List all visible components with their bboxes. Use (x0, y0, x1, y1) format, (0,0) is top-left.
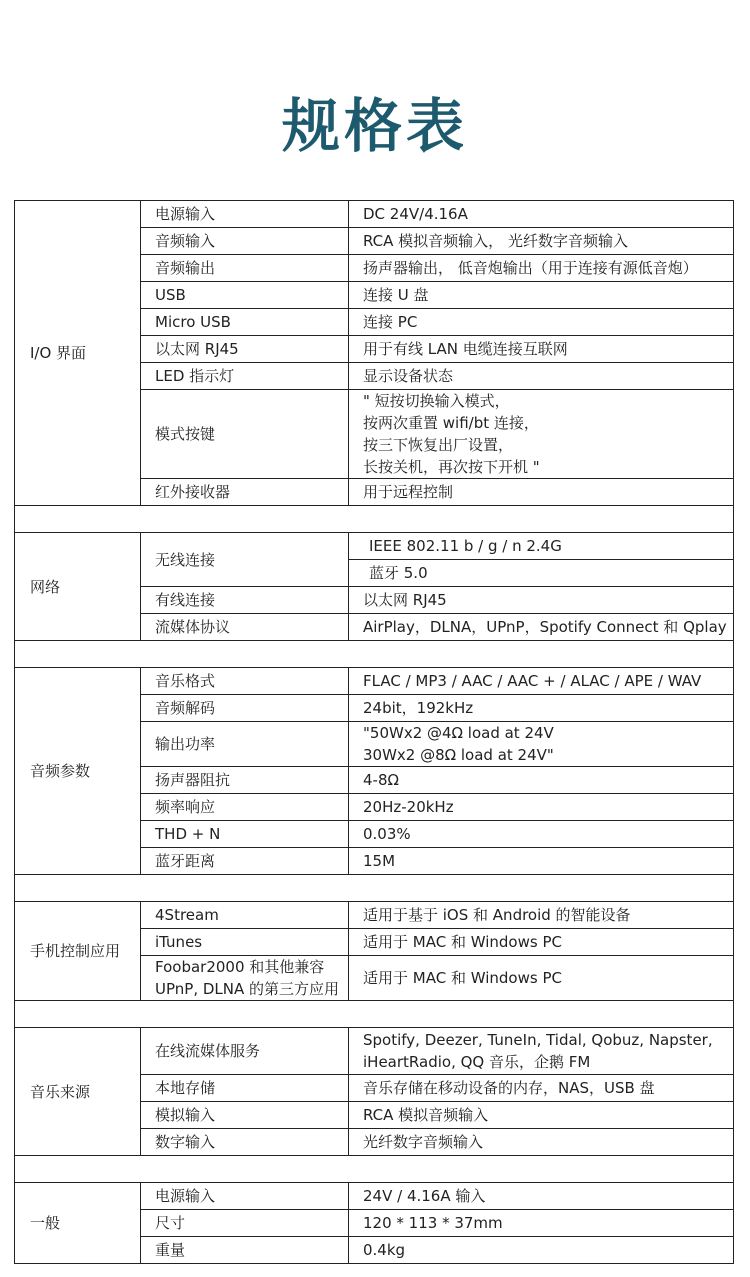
value-cell: 0.4kg (349, 1237, 734, 1264)
value-line: 按两次重置 wifi/bt 连接， (363, 414, 539, 432)
spacer-cell (15, 1156, 734, 1183)
table-row (15, 1183, 734, 1210)
category-cell: 音频参数 (15, 668, 141, 875)
category-cell: 一般 (15, 1183, 141, 1264)
value-line: 30Wx2 @8Ω load at 24V" (363, 746, 554, 764)
value-cell (349, 390, 734, 479)
item-cell: 红外接收器 (141, 479, 349, 506)
item-cell: 电源输入 (141, 1183, 349, 1210)
item-cell: 扬声器阻抗 (141, 767, 349, 794)
item-cell: 输出功率 (141, 722, 349, 767)
section-spacer (15, 1156, 734, 1183)
section-spacer (15, 875, 734, 902)
value-cell: 用于有线 LAN 电缆连接互联网 (349, 336, 734, 363)
spacer-cell (15, 641, 734, 668)
value-line: Spotify, Deezer, TuneIn, Tidal, Qobuz, Napster, (363, 1031, 713, 1049)
section-spacer (15, 1001, 734, 1028)
item-cell: 蓝牙距离 (141, 848, 349, 875)
item-line: Foobar2000 和其他兼容 (155, 958, 325, 976)
value-cell: 适用于 MAC 和 Windows PC (349, 956, 734, 1001)
item-cell: 尺寸 (141, 1210, 349, 1237)
value-cell: RCA 模拟音频输入 (349, 1102, 734, 1129)
value-line: "50Wx2 @4Ω load at 24V (363, 724, 554, 742)
value-cell: 15M (349, 848, 734, 875)
category-cell: I/O 界面 (15, 201, 141, 506)
item-cell (141, 956, 349, 1001)
item-cell: 模拟输入 (141, 1102, 349, 1129)
item-line: UPnP, DLNA 的第三方应用 (155, 980, 340, 998)
item-cell: THD + N (141, 821, 349, 848)
item-cell: iTunes (141, 929, 349, 956)
category-cell: 手机控制应用 (15, 902, 141, 1001)
value-cell: 24bit，192kHz (349, 695, 734, 722)
value-cell: 连接 PC (349, 309, 734, 336)
value-cell: 光纤数字音频输入 (349, 1129, 734, 1156)
category-cell: 音乐来源 (15, 1028, 141, 1156)
value-cell: 20Hz-20kHz (349, 794, 734, 821)
item-cell: 音频输入 (141, 228, 349, 255)
value-cell: 显示设备状态 (349, 363, 734, 390)
value-cell: 用于远程控制 (349, 479, 734, 506)
table-row (15, 201, 734, 228)
table-row (15, 1028, 734, 1075)
item-cell: 音频解码 (141, 695, 349, 722)
table-row (15, 902, 734, 929)
spec-table (14, 200, 734, 1264)
value-line: 按三下恢复出厂设置， (363, 436, 514, 454)
value-cell (349, 722, 734, 767)
value-cell: RCA 模拟音频输入， 光纤数字音频输入 (349, 228, 734, 255)
section-spacer (15, 506, 734, 533)
value-cell: 扬声器输出， 低音炮输出（用于连接有源低音炮） (349, 255, 734, 282)
value-cell: 连接 U 盘 (349, 282, 734, 309)
table-row (15, 668, 734, 695)
item-cell: 无线连接 (141, 533, 349, 587)
item-cell: 流媒体协议 (141, 614, 349, 641)
item-cell: 以太网 RJ45 (141, 336, 349, 363)
item-cell: Micro USB (141, 309, 349, 336)
value-cell (349, 1028, 734, 1075)
item-cell: 音频输出 (141, 255, 349, 282)
spacer-cell (15, 875, 734, 902)
value-cell: IEEE 802.11 b / g / n 2.4G (349, 533, 734, 560)
value-cell: 120 * 113 * 37mm (349, 1210, 734, 1237)
item-cell: USB (141, 282, 349, 309)
value-line: iHeartRadio, QQ 音乐，企鹅 FM (363, 1053, 591, 1071)
value-cell: 蓝牙 5.0 (349, 560, 734, 587)
value-cell: 音乐存储在移动设备的内存，NAS，USB 盘 (349, 1075, 734, 1102)
item-cell: 4Stream (141, 902, 349, 929)
item-cell: 模式按键 (141, 390, 349, 479)
value-cell: AirPlay，DLNA，UPnP，Spotify Connect 和 Qplay (349, 614, 734, 641)
item-cell: 在线流媒体服务 (141, 1028, 349, 1075)
item-cell: 重量 (141, 1237, 349, 1264)
page-title: 规格表 (281, 92, 468, 160)
item-cell: 音乐格式 (141, 668, 349, 695)
value-line: 长按关机，再次按下开机 " (363, 458, 540, 476)
value-cell: 以太网 RJ45 (349, 587, 734, 614)
table-row (15, 533, 734, 560)
spacer-cell (15, 506, 734, 533)
item-cell: LED 指示灯 (141, 363, 349, 390)
value-cell: FLAC / MP3 / AAC / AAC + / ALAC / APE / WAV (349, 668, 734, 695)
section-spacer (15, 641, 734, 668)
value-line: " 短按切换输入模式， (363, 392, 510, 410)
spacer-cell (15, 1001, 734, 1028)
item-cell: 频率响应 (141, 794, 349, 821)
item-cell: 本地存储 (141, 1075, 349, 1102)
item-cell: 有线连接 (141, 587, 349, 614)
category-cell: 网络 (15, 533, 141, 641)
value-cell: 24V / 4.16A 输入 (349, 1183, 734, 1210)
value-cell: DC 24V/4.16A (349, 201, 734, 228)
value-cell: 0.03% (349, 821, 734, 848)
item-cell: 电源输入 (141, 201, 349, 228)
item-cell: 数字输入 (141, 1129, 349, 1156)
value-cell: 4-8Ω (349, 767, 734, 794)
value-cell: 适用于 MAC 和 Windows PC (349, 929, 734, 956)
value-cell: 适用于基于 iOS 和 Android 的智能设备 (349, 902, 734, 929)
